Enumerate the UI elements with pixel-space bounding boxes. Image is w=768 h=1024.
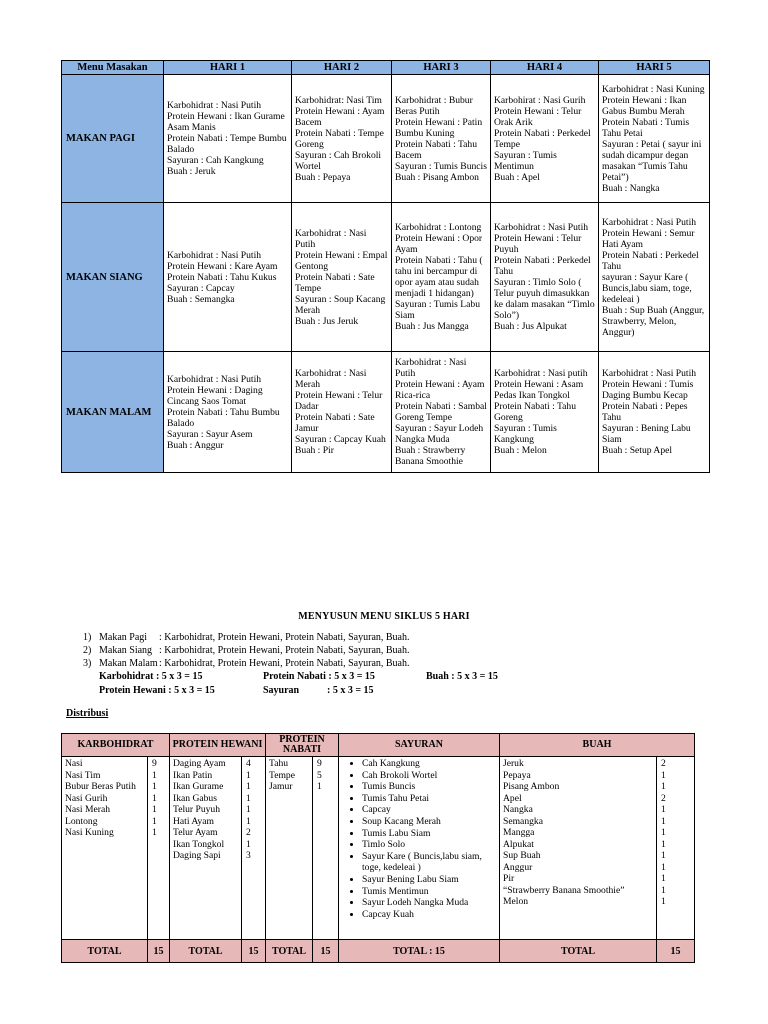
total-karbohidrat: 15 <box>148 940 170 963</box>
menu-cell: Karbohidrat : Nasi Putih Protein Hewani : Ikan Gurame Asam Manis Protein Nabati : Tempe Bumbu Balado Sayuran : Cah Kangkung Buah : Jeruk <box>164 75 292 203</box>
buah-count: 2 <box>661 792 666 804</box>
buah-count: 1 <box>661 804 666 815</box>
menu-cell: Karbohidrat : Lontong Protein Hewani : Opor Ayam Protein Nabati : Tahu ( tahu ini bercampur di opor ayam atau sudah menjadi 1 hidangan) Sayuran : Tumis Labu Siam Buah : Jus Mangga <box>392 203 491 352</box>
buah-items <box>500 757 657 940</box>
menu-header-row <box>62 61 710 75</box>
header-protein-nabati: PROTEIN NABATI <box>266 734 339 757</box>
buah-count: 2 <box>661 758 666 769</box>
protein-nabati-item: Tempe <box>269 769 295 781</box>
header-karbohidrat: KARBOHIDRAT <box>62 734 170 757</box>
formula-buah: Buah : 5 x 3 = 15 <box>426 671 498 682</box>
protein-hewani-item: Ikan Patin <box>173 769 213 781</box>
menu-cell: Karbohidrat : Nasi Putih Protein Hewani : Semur Hati Ayam Protein Nabati : Perkedel Tahu sayuran : Sayur Kare ( Buncis,labu siam, toge, kedeleai ) Buah : Sup Buah (Anggur, Strawberry, Melon, Anggur) <box>599 203 710 352</box>
karbohidrat-item: Nasi Gurih <box>65 792 108 804</box>
sayuran-list <box>342 758 496 920</box>
menu-cell: Karbohirat : Nasi Gurih Protein Hewani : Telur Orak Arik Protein Nabati : Perkedel Tempe Sayuran : Tumis Mentimun Buah : Apel <box>491 75 599 203</box>
row-label: MAKAN MALAM <box>62 352 164 473</box>
distribution-table <box>61 733 695 963</box>
protein-hewani-items <box>170 757 242 940</box>
protein-hewani-item: Hati Ayam <box>173 815 214 827</box>
cycle-item-label: Makan Siang <box>99 645 153 656</box>
buah-item: Pepaya <box>503 769 531 781</box>
sayuran-item: • Tumis Tahu Petai <box>362 793 496 805</box>
karbohidrat-item: Nasi Merah <box>65 804 111 815</box>
protein-hewani-item: Daging Ayam <box>173 758 226 769</box>
karbohidrat-item: Nasi Kuning <box>65 827 114 838</box>
buah-count: 1 <box>661 861 666 873</box>
formula-sayuran-label: Sayuran <box>263 685 300 696</box>
protein-hewani-count: 1 <box>246 804 251 815</box>
buah-count: 1 <box>661 896 666 907</box>
buah-item: Mangga <box>503 827 535 838</box>
protein-hewani-count: 1 <box>246 781 251 792</box>
menu-cell: Karbohidrat : Nasi putih Protein Hewani : Asam Pedas Ikan Tongkol Protein Nabati : Tahu Goreng Sayuran : Tumis Kangkung Buah : Melon <box>491 352 599 473</box>
menu-cell: Karbohidrat : Bubur Beras Putih Protein Hewani : Patin Bumbu Kuning Protein Nabati : Tahu Bacem Sayuran : Tumis Buncis Buah : Pisang Ambon <box>392 75 491 203</box>
total-buah: 15 <box>657 940 695 963</box>
karbohidrat-count: 1 <box>152 804 157 815</box>
menu-cell: Karbohidrat : Nasi Putih Protein Hewani : Telur Puyuh Protein Nabati : Perkedel Tahu Sayuran : Timlo Solo ( Telur puyuh dimasukkan ke dalam masakan “Timlo Solo”) Buah : Jus Alpukat <box>491 203 599 352</box>
cycle-item-number: 3) <box>83 658 92 669</box>
distribution-body-row <box>62 757 695 940</box>
menu-cell: Karbohidrat : Nasi Putih Protein Hewani : Daging Cincang Saos Tomat Protein Nabati : Tahu Bumbu Balado Sayuran : Sayur Asem Buah : Anggur <box>164 352 292 473</box>
header-sayuran: SAYURAN <box>339 734 500 757</box>
menu-cell: Karbohidrat : Nasi Putih Protein Hewani : Ayam Rica-rica Protein Nabati : Sambal Goreng Tempe Sayuran : Sayur Lodeh Nangka Muda Buah : Strawberry Banana Smoothie <box>392 352 491 473</box>
header-menu-masakan: Menu Masakan <box>62 61 164 75</box>
sayuran-item: • Capcay Kuah <box>362 909 496 921</box>
karbohidrat-counts <box>148 757 170 940</box>
sayuran-item: • Tumis Labu Siam <box>362 828 496 840</box>
total-label-protein-hewani: TOTAL <box>170 940 242 963</box>
buah-count: 1 <box>661 884 666 896</box>
buah-count: 1 <box>661 781 666 792</box>
buah-count: 1 <box>661 850 666 861</box>
cycle-title: MENYUSUN MENU SIKLUS 5 HARI <box>298 611 470 622</box>
row-label: MAKAN SIANG <box>62 203 164 352</box>
sayuran-item: • Capcay <box>362 804 496 816</box>
buah-item: Anggur <box>503 861 533 873</box>
row-makan-pagi <box>62 75 710 203</box>
sayuran-item: • Sayur Lodeh Nangka Muda <box>362 897 496 909</box>
row-label: MAKAN PAGI <box>62 75 164 203</box>
sayuran-item: • Cah Kangkung <box>362 758 496 770</box>
protein-hewani-count: 1 <box>246 792 251 804</box>
karbohidrat-item: Nasi Tim <box>65 769 101 781</box>
buah-count: 1 <box>661 769 666 781</box>
cycle-list <box>83 631 410 670</box>
protein-hewani-item: Daging Sapi <box>173 850 221 861</box>
protein-nabati-counts <box>313 757 339 940</box>
buah-item: Melon <box>503 896 529 907</box>
cycle-item <box>83 657 410 670</box>
protein-hewani-count: 4 <box>246 758 251 769</box>
sayuran-item: • Timlo Solo <box>362 839 496 851</box>
protein-hewani-counts <box>242 757 266 940</box>
menu-cell: Karbohidrat : Nasi Kuning Protein Hewani : Ikan Gabus Bumbu Merah Protein Nabati : Tumis Tahu Petai Sayuran : Petai ( sayur ini sudah dicampur degan masakan “Tumis Tahu Petai”) Buah : Nangka <box>599 75 710 203</box>
protein-hewani-item: Telur Ayam <box>173 827 218 838</box>
karbohidrat-count: 1 <box>152 769 157 781</box>
cycle-item-text: : Karbohidrat, Protein Hewani, Protein Nabati, Sayuran, Buah. <box>159 658 410 669</box>
row-makan-siang <box>62 203 710 352</box>
cycle-item-text: : Karbohidrat, Protein Hewani, Protein Nabati, Sayuran, Buah. <box>159 632 410 643</box>
header-hari-5: HARI 5 <box>599 61 710 75</box>
formula-protein-hewani: Protein Hewani : 5 x 3 = 15 <box>99 685 215 696</box>
protein-hewani-count: 2 <box>246 827 251 838</box>
buah-item: Sup Buah <box>503 850 541 861</box>
karbohidrat-count: 1 <box>152 827 157 838</box>
protein-hewani-count: 3 <box>246 850 251 861</box>
cycle-item-number: 1) <box>83 632 92 643</box>
cycle-item-number: 2) <box>83 645 92 656</box>
karbohidrat-count: 1 <box>152 792 157 804</box>
header-buah: BUAH <box>500 734 695 757</box>
row-makan-malam <box>62 352 710 473</box>
protein-nabati-count: 9 <box>317 758 322 769</box>
header-hari-3: HARI 3 <box>392 61 491 75</box>
cycle-item-label: Makan Pagi <box>99 632 148 643</box>
formula-sayuran-value: : 5 x 3 = 15 <box>327 685 374 696</box>
header-hari-1: HARI 1 <box>164 61 292 75</box>
menu-cell: Karbohidrat : Nasi Putih Protein Hewani : Kare Ayam Protein Nabati : Tahu Kukus Sayuran : Capcay Buah : Semangka <box>164 203 292 352</box>
buah-item: Semangka <box>503 815 543 827</box>
protein-hewani-count: 1 <box>246 838 251 850</box>
header-protein-hewani: PROTEIN HEWANI <box>170 734 266 757</box>
total-protein-nabati: 15 <box>313 940 339 963</box>
protein-hewani-item: Telur Puyuh <box>173 804 221 815</box>
menu-cell: Karbohidrat: Nasi Tim Protein Hewani : Ayam Bacem Protein Nabati : Tempe Goreng Sayuran : Cah Brokoli Wortel Buah : Pepaya <box>292 75 392 203</box>
buah-item: Jeruk <box>503 758 524 769</box>
distribution-total-row <box>62 940 695 963</box>
sayuran-item: • Cah Brokoli Wortel <box>362 770 496 782</box>
cycle-item <box>83 631 410 644</box>
cycle-item-label: Makan Malam <box>99 658 158 669</box>
buah-item: Apel <box>503 792 522 804</box>
total-label-buah: TOTAL <box>500 940 657 963</box>
protein-hewani-count: 1 <box>246 815 251 827</box>
protein-nabati-items <box>266 757 313 940</box>
protein-hewani-item: Ikan Gabus <box>173 792 217 804</box>
menu-cell: Karbohidrat : Nasi Putih Protein Hewani : Empal Gentong Protein Nabati : Sate Tempe Sayuran : Soup Kacang Merah Buah : Jus Jeruk <box>292 203 392 352</box>
sayuran-item: • Soup Kacang Merah <box>362 816 496 828</box>
buah-counts <box>657 757 695 940</box>
total-sayuran: TOTAL : 15 <box>339 940 500 963</box>
protein-nabati-item: Jamur <box>269 781 293 792</box>
menu-table <box>61 60 710 473</box>
header-hari-2: HARI 2 <box>292 61 392 75</box>
sayuran-item: • Sayur Bening Labu Siam <box>362 874 496 886</box>
protein-nabati-item: Tahu <box>269 758 289 769</box>
protein-nabati-count: 1 <box>317 781 322 792</box>
formula-karbohidrat: Karbohidrat : 5 x 3 = 15 <box>99 671 203 682</box>
karbohidrat-count: 9 <box>152 758 157 769</box>
karbohidrat-item: Nasi <box>65 758 83 769</box>
sayuran-item: • Tumis Buncis <box>362 781 496 793</box>
buah-item: Pisang Ambon <box>503 781 560 792</box>
buah-item: Alpukat <box>503 838 534 850</box>
karbohidrat-count: 1 <box>152 781 157 792</box>
sayuran-item: • Tumis Mentimun <box>362 886 496 898</box>
total-label-karbohidrat: TOTAL <box>62 940 148 963</box>
total-protein-hewani: 15 <box>242 940 266 963</box>
formula-protein-nabati: Protein Nabati : 5 x 3 = 15 <box>263 671 375 682</box>
sayuran-item: • Sayur Kare ( Buncis,labu siam, toge, kedeleai ) <box>362 851 496 874</box>
distribution-title: Distribusi <box>66 708 109 719</box>
header-hari-4: HARI 4 <box>491 61 599 75</box>
distribution-header-row <box>62 734 695 757</box>
protein-hewani-count: 1 <box>246 769 251 781</box>
protein-hewani-item: Ikan Tongkol <box>173 838 225 850</box>
buah-count: 1 <box>661 815 666 827</box>
karbohidrat-item: Lontong <box>65 815 98 827</box>
cycle-item <box>83 644 410 657</box>
menu-cell: Karbohidrat : Nasi Merah Protein Hewani : Telur Dadar Protein Nabati : Sate Jamur Sayuran : Capcay Kuah Buah : Pir <box>292 352 392 473</box>
buah-item: Nangka <box>503 804 533 815</box>
cycle-item-text: : Karbohidrat, Protein Hewani, Protein Nabati, Sayuran, Buah. <box>159 645 410 656</box>
karbohidrat-items <box>62 757 148 940</box>
buah-item: “Strawberry Banana Smoothie” <box>503 884 625 896</box>
buah-count: 1 <box>661 873 666 884</box>
buah-count: 1 <box>661 838 666 850</box>
buah-count: 1 <box>661 827 666 838</box>
sayuran-items <box>339 757 500 940</box>
protein-nabati-count: 5 <box>317 769 322 781</box>
karbohidrat-count: 1 <box>152 815 157 827</box>
menu-cell: Karbohidrat : Nasi Putih Protein Hewani : Tumis Daging Bumbu Kecap Protein Nabati : Pepes Tahu Sayuran : Bening Labu Siam Buah : Setup Apel <box>599 352 710 473</box>
total-label-protein-nabati: TOTAL <box>266 940 313 963</box>
buah-item: Pir <box>503 873 515 884</box>
protein-hewani-item: Ikan Gurame <box>173 781 224 792</box>
karbohidrat-item: Bubur Beras Putih <box>65 781 136 792</box>
